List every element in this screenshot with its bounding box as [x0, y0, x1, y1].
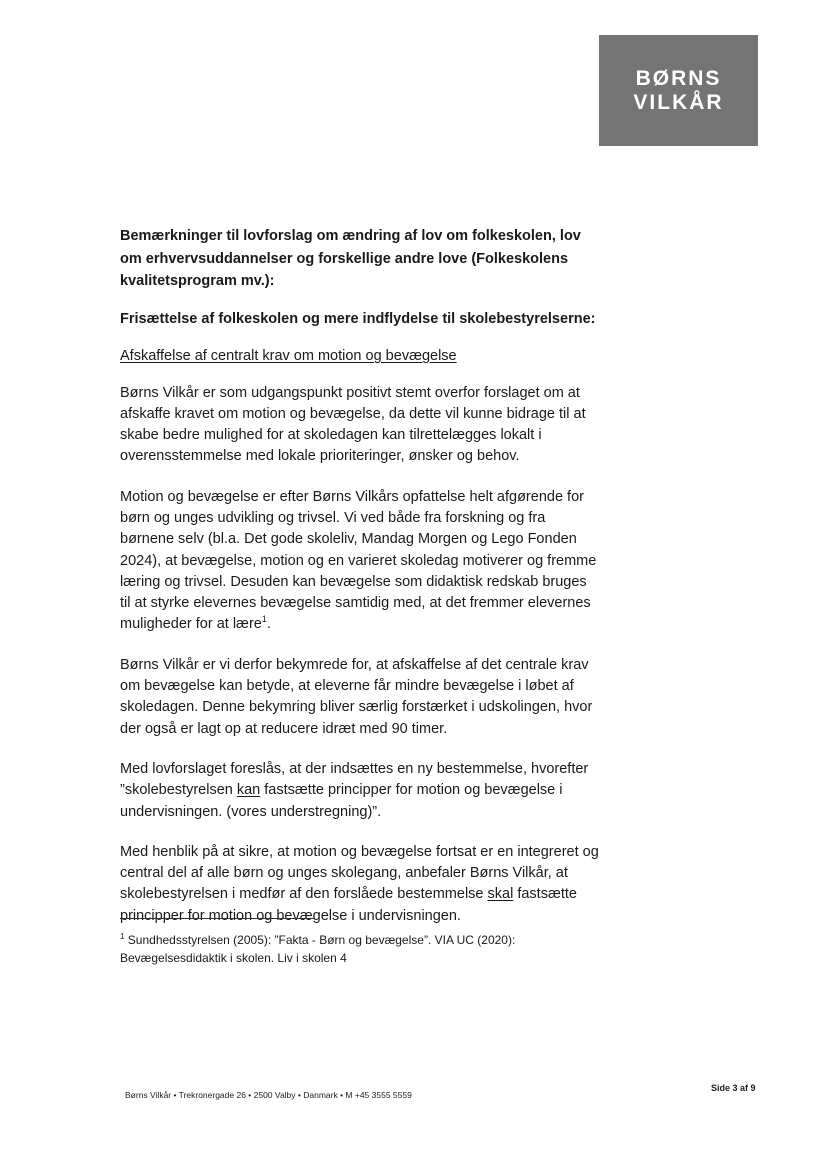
footer-address: Børns Vilkår • Trekronergade 26 • 2500 Valby • Danmark • M +45 3555 5559	[125, 1090, 412, 1100]
paragraph-4-underlined: kan	[236, 782, 261, 799]
document-heading: Bemærkninger til lovforslag om ændring af lov om folkeskolen, lov om erhvervsuddannelser og forskellige andre love (Folkeskolens kvalitetsprogram mv.):	[120, 228, 581, 289]
brand-logo	[599, 35, 758, 146]
paragraph-2	[120, 487, 600, 636]
paragraph-4	[120, 759, 600, 823]
paragraph-2-text: Motion og bevægelse er efter Børns Vilkårs opfattelse helt afgørende for børn og unges udvikling og trivsel. Vi ved både fra forskning og fra børnene selv (bl.a. Det gode skoleliv, Mandag Morgen og Lego Fonden 2024), at bevægelse, motion og en varieret skoledag motiverer og fremme læring og trivsel. Desuden kan bevægelse som didaktisk redskab bruges til at styrke elevernes bevægelse samtidig med, at det fremmer elevernes muligheder for at lære	[120, 488, 597, 633]
footnote	[120, 931, 580, 967]
paragraph-5-underlined: skal	[487, 886, 514, 903]
paragraph-3: Børns Vilkår er vi derfor bekymrede for, at afskaffelse af det centrale krav om bevægelse kan betyde, at eleverne får mindre bevægelse i løbet af skoledagen. Denne bekymring bliver særlig forstærket i udskolingen, hvor der også er lagt op at reducere idræt med 90 timer.	[120, 656, 593, 737]
footnote-ref[interactable]: 1	[261, 614, 267, 625]
footnote-text: Sundhedsstyrelsen (2005): ”Fakta - Børn og bevægelse”. VIA UC (2020): Bevægelsesdidaktik i skolen. Liv i skolen 4	[120, 933, 516, 965]
paragraph-5-b: fastsætte principper for motion og bevægelse i undervisningen.	[120, 886, 577, 924]
paragraph-2-end: .	[266, 616, 271, 633]
section-title-text: Afskaffelse af centralt krav om motion og bevægelse	[120, 348, 457, 364]
paragraph-5	[120, 842, 600, 927]
logo-line-1: BØRNS	[635, 66, 722, 90]
logo-line-2: VILKÅR	[633, 90, 724, 114]
paragraph-1: Børns Vilkår er som udgangspunkt positivt stemt overfor forslaget om at afskaffe kravet om motion og bevægelse, da dette vil kunne bidrage til at skabe bedre mulighed for at skoledagen kan tilrettelægges lokalt i overensstemmelse med lokale prioriteringer, ønsker og behov.	[120, 384, 586, 465]
paragraph-5-a: Med henblik på at sikre, at motion og bevægelse fortsat er en integreret og central del af alle børn og unges skolegang, anbefaler Børns Vilkår, at skolebestyrelsen i medfør af den forslåede bestemmelse	[120, 843, 599, 903]
document-body	[120, 225, 600, 946]
section-subheading: Frisættelse af folkeskolen og mere indflydelse til skolebestyrelserne:	[120, 310, 596, 327]
paragraph-4-b: fastsætte principper for motion og bevægelse i undervisningen. (vores understregning)”.	[120, 782, 563, 820]
footnote-divider	[120, 918, 314, 919]
page-number: Side 3 af 9	[711, 1083, 756, 1093]
footnote-number: 1	[120, 932, 125, 941]
paragraph-4-a: Med lovforslaget foreslås, at der indsættes en ny bestemmelse, hvorefter ”skolebestyrelsen	[120, 760, 589, 799]
section-title	[120, 345, 600, 368]
